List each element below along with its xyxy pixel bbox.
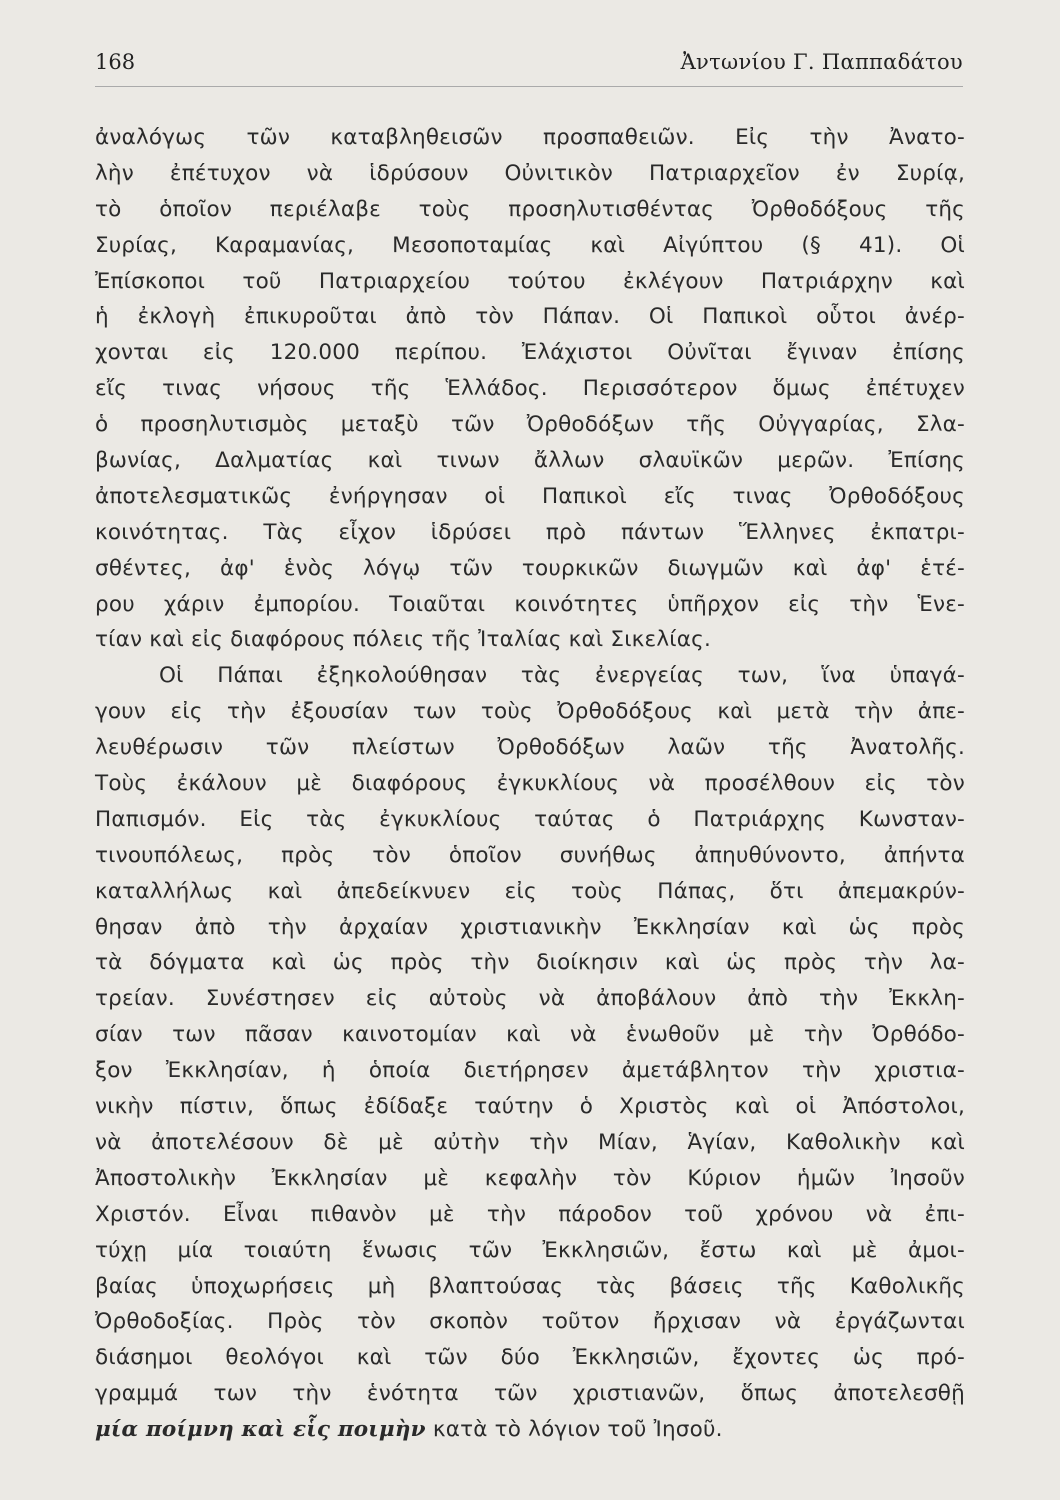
text-line: ξον Ἐκκλησίαν, ἡ ὁποία διετήρησεν ἀμετάβλητον τὴν χριστια- — [95, 1058, 965, 1084]
text-line: κοινότητας. Τὰς εἶχον ἱδρύσει πρὸ πάντων Ἕλληνες ἐκπατρι- — [95, 519, 965, 545]
text-line: Χριστόν. Εἶναι πιθανὸν μὲ τὴν πάροδον τοῦ χρόνου νὰ ἐπι- — [95, 1201, 965, 1227]
author-name: Ἀντωνίου Γ. Παππαδάτου — [680, 50, 963, 74]
text-line: χονται εἰς 120.000 περίπου. Ἐλάχιστοι Οὐνῖται ἔγιναν ἐπίσης — [95, 340, 965, 366]
emphasized-phrase: μία ποίμνη καὶ εἷς ποιμὴν — [95, 1417, 426, 1443]
body-text — [95, 120, 965, 1448]
paragraph-first-line: Οἱ Πάπαι ἐξηκολούθησαν τὰς ἐνεργείας των, ἵνα ὑπαγά- — [159, 663, 965, 689]
text-line: ὁ προσηλυτισμὸς μεταξὺ τῶν Ὀρθοδόξων τῆς Οὐγγαρίας, Σλα- — [95, 412, 965, 438]
text-line: σίαν των πᾶσαν καινοτομίαν καὶ νὰ ἑνωθοῦν μὲ τὴν Ὀρθόδο- — [95, 1022, 965, 1048]
text-line: σθέντες, ἀφ' ἑνὸς λόγῳ τῶν τουρκικῶν διωγμῶν καὶ ἀφ' ἑτέ- — [95, 555, 965, 581]
text-line: διάσημοι θεολόγοι καὶ τῶν δύο Ἐκκλησιῶν, ἔχοντες ὡς πρό- — [95, 1345, 965, 1371]
text-line: τίαν καὶ εἰς διαφόρους πόλεις τῆς Ἰταλίας καὶ Σικελίας. — [95, 627, 712, 653]
text-line: νὰ ἀποτελέσουν δὲ μὲ αὐτὴν τὴν Μίαν, Ἁγίαν, Καθολικὴν καὶ — [95, 1129, 965, 1155]
text-line: ἡ ἐκλογὴ ἐπικυροῦται ἀπὸ τὸν Πάπαν. Οἱ Παπικοὶ οὗτοι ἀνέρ- — [95, 304, 965, 330]
text-line: λευθέρωσιν τῶν πλείστων Ὀρθοδόξων λαῶν τῆς Ἀνατολῆς. — [95, 735, 965, 761]
text-line: καταλλήλως καὶ ἀπεδείκνυεν εἰς τοὺς Πάπας, ὅτι ἀπεμακρύν- — [95, 878, 965, 904]
text-line: τὸ ὁποῖον περιέλαβε τοὺς προσηλυτισθέντας Ὀρθοδόξους τῆς — [95, 196, 965, 222]
text-line: Παπισμόν. Εἰς τὰς ἐγκυκλίους ταύτας ὁ Πατριάρχης Κωνσταν- — [95, 806, 965, 832]
text-line: τινουπόλεως, πρὸς τὸν ὁποῖον συνήθως ἀπηυθύνοντο, ἀπήντα — [95, 842, 965, 868]
page-number: 168 — [95, 50, 136, 74]
text-line: τύχῃ μία τοιαύτη ἕνωσις τῶν Ἐκκλησιῶν, ἔστω καὶ μὲ ἀμοι- — [95, 1237, 965, 1263]
text-line: βωνίας, Δαλματίας καὶ τινων ἄλλων σλαυϊκῶν μερῶν. Ἐπίσης — [95, 448, 965, 474]
text-line: θησαν ἀπὸ τὴν ἀρχαίαν χριστιανικὴν Ἐκκλησίαν καὶ ὡς πρὸς — [95, 914, 965, 940]
text-line: λὴν ἐπέτυχον νὰ ἱδρύσουν Οὐνιτικὸν Πατριαρχεῖον ἐν Συρίᾳ, — [95, 160, 965, 186]
text-line: νικὴν πίστιν, ὅπως ἐδίδαξε ταύτην ὁ Χριστὸς καὶ οἱ Ἀπόστολοι, — [95, 1094, 965, 1120]
text-line: ἀναλόγως τῶν καταβληθεισῶν προσπαθειῶν. Εἰς τὴν Ἀνατο- — [95, 125, 965, 150]
text-line: ρου χάριν ἐμπορίου. Τοιαῦται κοινότητες ὑπῆρχον εἰς τὴν Ἑνε- — [95, 591, 965, 617]
text-line: Τοὺς ἐκάλουν μὲ διαφόρους ἐγκυκλίους νὰ προσέλθουν εἰς τὸν — [95, 771, 965, 797]
text-line: τὰ δόγματα καὶ ὡς πρὸς τὴν διοίκησιν καὶ ὡς πρὸς τὴν λα- — [95, 950, 965, 976]
text-line: γραμμά των τὴν ἑνότητα τῶν χριστιανῶν, ὅπως ἀποτελεσθῇ — [95, 1381, 965, 1407]
text-line: Ἐπίσκοποι τοῦ Πατριαρχείου τούτου ἐκλέγουν Πατριάρχην καὶ — [95, 268, 965, 294]
text-line: γουν εἰς τὴν ἐξουσίαν των τοὺς Ὀρθοδόξους καὶ μετὰ τὴν ἀπε- — [95, 699, 965, 725]
running-header — [95, 46, 963, 82]
text-line: ἀποτελεσματικῶς ἐνήργησαν οἱ Παπικοὶ εἴς τινας Ὀρθοδόξους — [95, 483, 965, 509]
text-line: βαίας ὑποχωρήσεις μὴ βλαπτούσας τὰς βάσεις τῆς Καθολικῆς — [95, 1273, 965, 1299]
final-line-rest: κατὰ τὸ λόγιον τοῦ Ἰησοῦ. — [425, 1417, 723, 1443]
text-line: Συρίας, Καραμανίας, Μεσοποταμίας καὶ Αἰγύπτου (§ 41). Οἱ — [95, 232, 965, 258]
text-line: Ὀρθοδοξίας. Πρὸς τὸν σκοπὸν τοῦτον ἤρχισαν νὰ ἐργάζωνται — [95, 1309, 965, 1335]
header-rule — [95, 86, 963, 87]
text-line: Ἀποστολικὴν Ἐκκλησίαν μὲ κεφαλὴν τὸν Κύριον ἡμῶν Ἰησοῦν — [95, 1165, 965, 1191]
text-line: εἴς τινας νήσους τῆς Ἑλλάδος. Περισσότερον ὅμως ἐπέτυχεν — [95, 376, 965, 402]
text-line: τρείαν. Συνέστησεν εἰς αὐτοὺς νὰ ἀποβάλουν ἀπὸ τὴν Ἐκκλη- — [95, 986, 965, 1012]
final-text-line — [95, 1412, 965, 1448]
